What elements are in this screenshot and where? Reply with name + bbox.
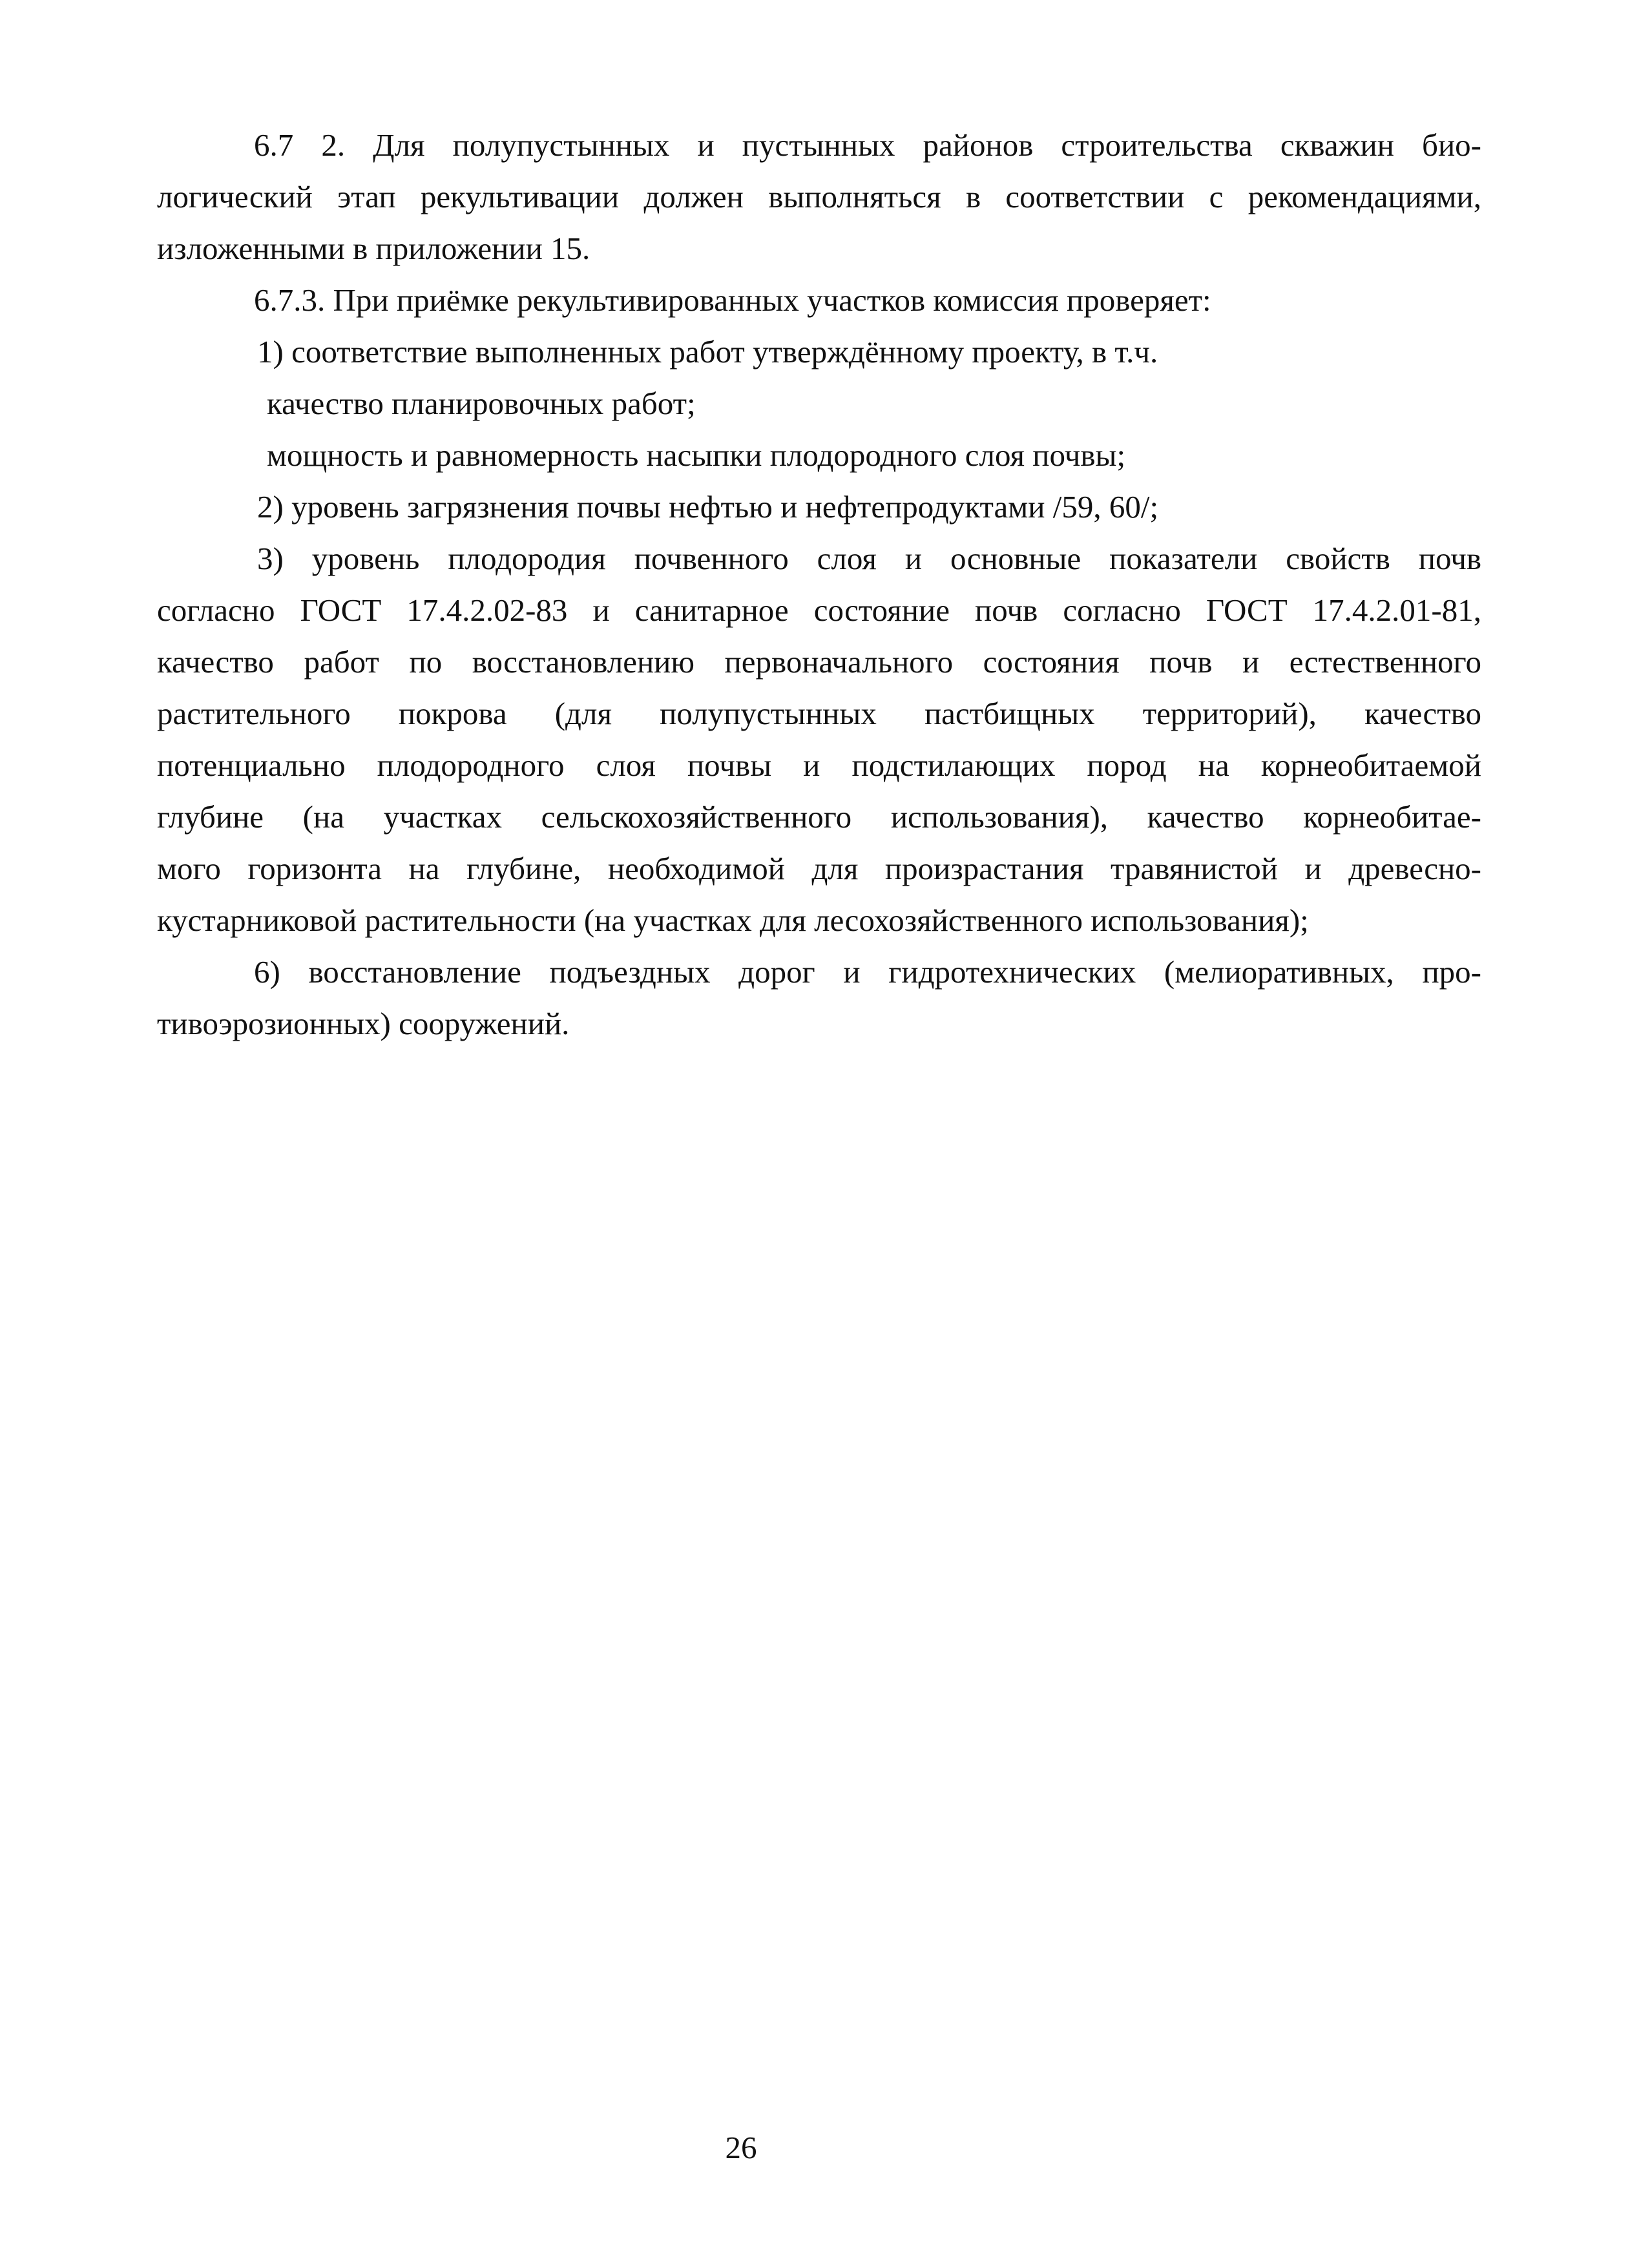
text-line: 6.7 2. Для полупустынных и пустынных районов строительства скважин био- bbox=[254, 127, 1481, 163]
text-line: мого горизонта на глубине, необходимой для произрастания травянистой и древесно- bbox=[157, 851, 1481, 886]
text-line: мощность и равномерность насыпки плодородного слоя почвы; bbox=[267, 437, 1126, 473]
paragraph-6-7-2 bbox=[157, 120, 1481, 275]
text-line: растительного покрова (для полупустынных пастбищных территорий), качество bbox=[157, 696, 1481, 731]
page-number: 26 bbox=[725, 2130, 757, 2165]
text-line: потенциально плодородного слоя почвы и подстилающих пород на корнеобитаемой bbox=[157, 747, 1481, 783]
text-line: глубине (на участках сельскохозяйственного использования), качество корнеобитае- bbox=[157, 799, 1481, 835]
text-line: 6.7.3. При приёмке рекультивированных участков комиссия проверяет: bbox=[254, 282, 1211, 318]
text-line: 6) восстановление подъездных дорог и гидротехнических (мелиоративных, про- bbox=[254, 954, 1481, 990]
text-line: согласно ГОСТ 17.4.2.02-83 и санитарное состояние почв согласно ГОСТ 17.4.2.01-81, bbox=[157, 592, 1481, 628]
document-body bbox=[157, 120, 1481, 1050]
text-line: тивоэрозионных) сооружений. bbox=[157, 1006, 570, 1041]
list-item-3 bbox=[157, 533, 1481, 946]
text-line: кустарниковой растительности (на участках для лесохозяйственного использования); bbox=[157, 902, 1309, 938]
list-item-1 bbox=[157, 326, 1481, 481]
list-item-6 bbox=[157, 946, 1481, 1050]
text-line: качество работ по восстановлению первоначального состояния почв и естественного bbox=[157, 644, 1481, 680]
text-line: 1) соответствие выполненных работ утверждённому проекту, в т.ч. bbox=[257, 334, 1158, 369]
text-line: изложенными в приложении 15. bbox=[157, 231, 590, 266]
list-item-2 bbox=[157, 481, 1481, 533]
paragraph-6-7-3 bbox=[157, 275, 1481, 326]
text-line: качество планировочных работ; bbox=[267, 386, 696, 421]
text-line: 3) уровень плодородия почвенного слоя и основные показатели свойств почв bbox=[257, 541, 1481, 576]
text-line: логический этап рекультивации должен выполняться в соответствии с рекомендациями, bbox=[157, 179, 1481, 214]
text-line: 2) уровень загрязнения почвы нефтью и нефтепродуктами /59, 60/; bbox=[257, 489, 1159, 525]
